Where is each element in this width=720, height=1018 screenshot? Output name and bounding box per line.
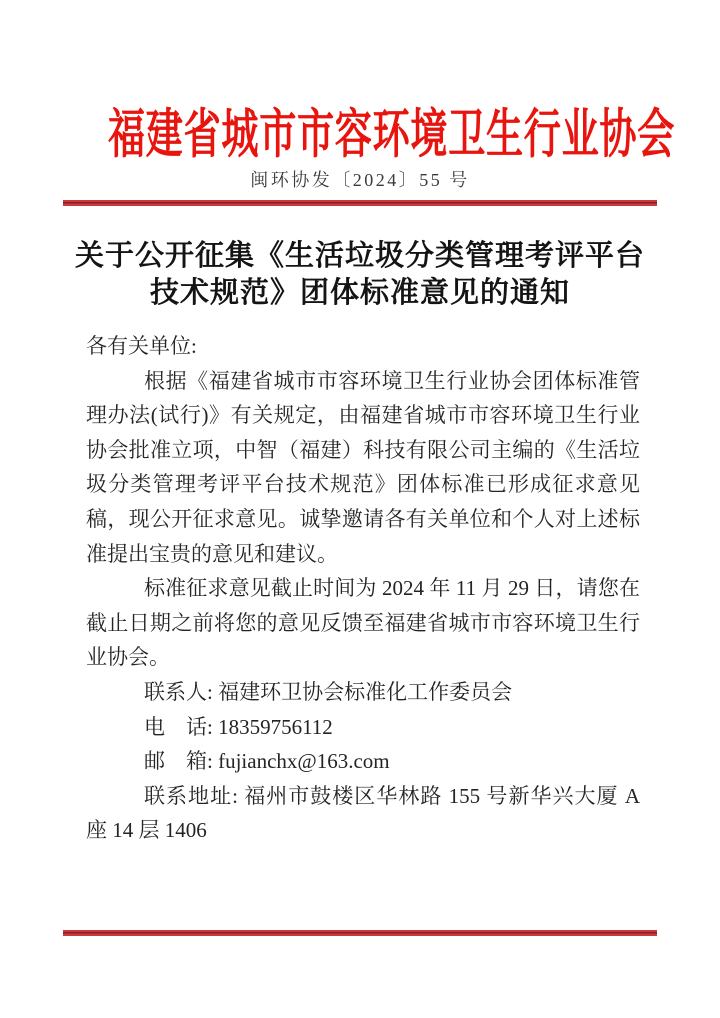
notice-title-line2: 技术规范》团体标准意见的通知	[149, 277, 570, 309]
contact-address-line: 联系地址: 福州市鼓楼区华林路 155 号新华兴大厦 A 座 14 层 1406	[86, 783, 640, 843]
footer-divider-line	[63, 930, 657, 936]
notice-body	[86, 329, 640, 848]
doc-number: 闽环协发〔2024〕55 号	[250, 170, 470, 190]
body-paragraph-2: 标准征求意见截止时间为 2024 年 11 月 29 日，请您在截止日期之前将您的意见反馈至福建省城市市容环境卫生行业协会。	[86, 576, 640, 670]
contact-email-line: 邮 箱: fujianchx@163.com	[144, 749, 390, 774]
notice-title	[40, 238, 680, 312]
body-paragraph-1: 根据《福建省城市市容环境卫生行业协会团体标准管理办法(试行)》有关规定，由福建省城市市容环境卫生行业协会批准立项，中智（福建）科技有限公司主编的《生活垃圾分类管理考评平台技术规范》团体标准已形成征求意见稿，现公开征求意见。诚挚邀请各有关单位和个人对上述标准提出宝贵的意见和建议。	[86, 368, 640, 566]
notice-title-line1: 关于公开征集《生活垃圾分类管理考评平台	[74, 240, 645, 272]
header-divider-line	[63, 200, 657, 206]
salutation: 各有关单位:	[86, 334, 197, 358]
org-name-header: 福建省城市市容环境卫生行业协会	[108, 106, 675, 164]
contact-phone-line: 电 话: 18359756112	[144, 714, 333, 739]
contact-person-line: 联系人: 福建环卫协会标准化工作委员会	[144, 679, 513, 704]
